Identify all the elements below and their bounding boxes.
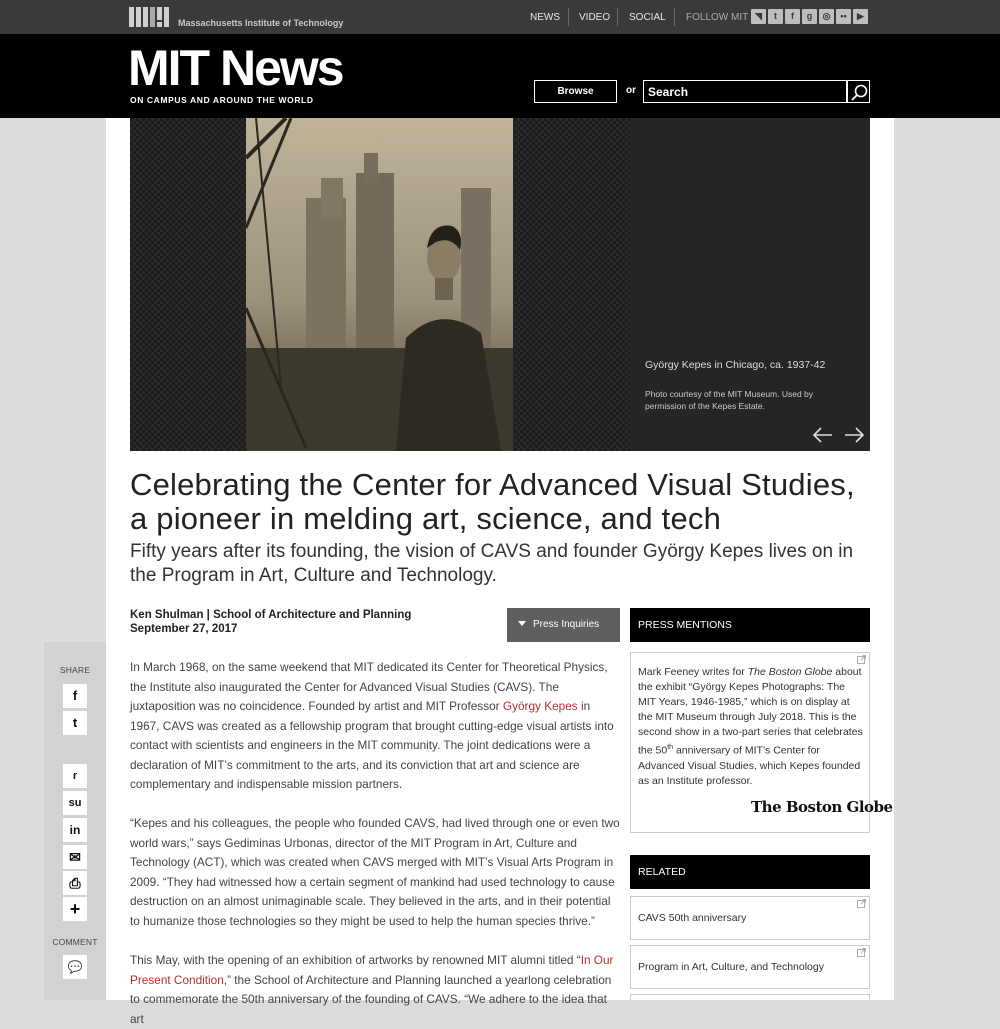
hero-photo[interactable] — [246, 118, 513, 451]
search-button[interactable] — [847, 80, 870, 103]
site-logo[interactable]: MIT News — [128, 40, 343, 96]
article-subtitle: Fifty years after its founding, the vision of CAVS and founder György Kepes lives on in the Program in Art, Culture and Technology. — [130, 541, 854, 586]
author-line: Ken Shulman | School of Architecture and Planning — [130, 609, 412, 621]
or-label: or — [626, 85, 636, 96]
reddit-share-button[interactable] — [63, 764, 87, 788]
press-inquiries-label: Press Inquiries — [533, 619, 600, 630]
comment-label: COMMENT — [52, 937, 98, 947]
mit-logo-icon[interactable] — [129, 7, 171, 27]
text-run: about the exhibit “György Kepes Photographs: The MIT Years, 1946-1985,” which is on display at the MIT Museum through July 2018. This is the second show in a two-part series that celebrates the 50 — [638, 666, 863, 757]
email-icon: ✉ — [69, 849, 81, 865]
related-heading: RELATED — [630, 855, 870, 889]
share-label: SHARE — [59, 665, 91, 675]
press-mentions-heading: PRESS MENTIONS — [630, 608, 870, 642]
top-bar — [0, 0, 1000, 34]
nav-social[interactable]: SOCIAL — [629, 12, 666, 23]
byline — [130, 608, 411, 636]
masthead — [0, 34, 1000, 118]
outlet-name: The Boston Globe — [747, 666, 833, 678]
instagram-icon[interactable]: ◎ — [819, 9, 834, 24]
rss-icon[interactable]: ◥ — [751, 9, 766, 24]
hero-slideshow — [130, 118, 870, 451]
comment-icon: 💬 — [67, 960, 83, 974]
reddit-icon: r — [72, 770, 78, 782]
text-run: In March 1968, on the same weekend that MIT dedicated its Center for Theoretical Physics, the Institute also inaugurated the Center for Advanced Visual Studies (CAVS). The juxtaposition was no coincidence. Founded by artist and MIT Professor — [130, 660, 608, 713]
facebook-share-button[interactable] — [63, 684, 87, 708]
linkedin-share-button[interactable] — [63, 818, 87, 842]
twitter-icon[interactable]: t — [768, 9, 783, 24]
related-item[interactable] — [630, 994, 870, 1000]
text-run: anniversary of MIT’s Center for Advanced Visual Studies, which Kepes founded as an Institute professor. — [638, 744, 861, 787]
press-mention-text — [638, 665, 863, 789]
hero-credit: Photo courtesy of the MIT Museum. Used by permission of the Kepes Estate. — [645, 389, 814, 411]
twitter-icon: t — [72, 715, 78, 730]
social-icons — [751, 9, 868, 24]
related-item-label[interactable]: Program in Art, Culture, and Technology — [638, 961, 824, 973]
publish-date: September 27, 2017 — [130, 623, 238, 635]
browse-button[interactable]: Browse — [534, 80, 617, 103]
caret-down-icon — [518, 621, 526, 626]
external-link-icon — [857, 948, 866, 957]
boston-globe-logo[interactable]: The Boston Globe — [751, 798, 893, 816]
prev-arrow-icon[interactable] — [812, 424, 834, 446]
print-button[interactable] — [63, 871, 87, 895]
facebook-icon: f — [72, 688, 78, 703]
print-icon: ⎙ — [69, 875, 81, 891]
external-link-icon — [857, 899, 866, 908]
text-run: Mark Feeney writes for — [638, 666, 748, 678]
stumbleupon-share-button[interactable] — [63, 791, 87, 815]
plus-icon: + — [69, 899, 81, 919]
google-plus-icon[interactable]: g — [802, 9, 817, 24]
article-title: Celebrating the Center for Advanced Visual Studies, a pioneer in melding art, science, and tech — [130, 467, 855, 536]
text-run: ,” the School of Architecture and Planning launched a yearlong celebration to commemorate the 50th anniversary of the founding of CAVS. “We adhere to the idea that art — [130, 972, 612, 1026]
press-inquiries-button[interactable] — [507, 608, 620, 642]
nav-video[interactable]: VIDEO — [579, 12, 611, 23]
comment-button[interactable] — [63, 955, 87, 979]
text-run: This May, with the opening of an exhibition of artworks by renowned MIT alumni titled “ — [130, 953, 581, 967]
nav-divider — [568, 8, 569, 26]
facebook-icon[interactable]: f — [785, 9, 800, 24]
nav-news[interactable]: NEWS — [530, 12, 560, 23]
stumbleupon-icon: su — [68, 797, 82, 809]
twitter-share-button[interactable] — [63, 711, 87, 735]
flickr-icon[interactable]: •• — [836, 9, 851, 24]
next-arrow-icon[interactable] — [843, 424, 865, 446]
linkedin-icon: in — [69, 823, 81, 837]
superscript: th — [667, 744, 674, 751]
external-link-icon — [857, 655, 866, 664]
nav-divider — [674, 8, 675, 26]
search-icon — [851, 84, 868, 101]
text-run: in 1967, CAVS was created as a fellowship program that brought cutting-edge visual artists into contact with scientists and engineers in the MIT community. The joint dedications were a declaration of MIT’s commitment to the arts, and its conviction that art and science are complementary and indispensable mission partners. — [130, 699, 614, 791]
search-input[interactable] — [643, 80, 847, 103]
related-item-label[interactable]: CAVS 50th anniversary — [638, 912, 747, 924]
tagline: ON CAMPUS AND AROUND THE WORLD — [130, 95, 314, 105]
hero-caption: György Kepes in Chicago, ca. 1937-42 — [645, 359, 826, 371]
paragraph-3 — [130, 951, 620, 1029]
paragraph-1 — [130, 658, 620, 795]
institute-name[interactable]: Massachusetts Institute of Technology — [178, 18, 344, 28]
follow-label: FOLLOW MIT — [686, 12, 749, 23]
exhibition-link[interactable]: In Our Present Condition — [130, 953, 614, 987]
youtube-icon[interactable]: ▶ — [853, 9, 868, 24]
nav-divider — [617, 8, 618, 26]
email-share-button[interactable] — [63, 845, 87, 869]
more-share-button[interactable] — [63, 897, 87, 921]
kepes-link[interactable]: György Kepes — [502, 699, 578, 713]
paragraph-2: “Kepes and his colleagues, the people who founded CAVS, had lived through one or even two world wars,” says Gediminas Urbonas, director of the MIT Program in Art, Culture and Technology (ACT), which was created when CAVS merged with MIT’s Visual Arts Program in 2009. “They had witnessed how a certain segment of mankind had used technology to cause destruction on an almost unimaginable scale. They believed in the arts, and in their potential to humanize those technologies so they might be used to help the human species thrive.” — [130, 816, 620, 928]
